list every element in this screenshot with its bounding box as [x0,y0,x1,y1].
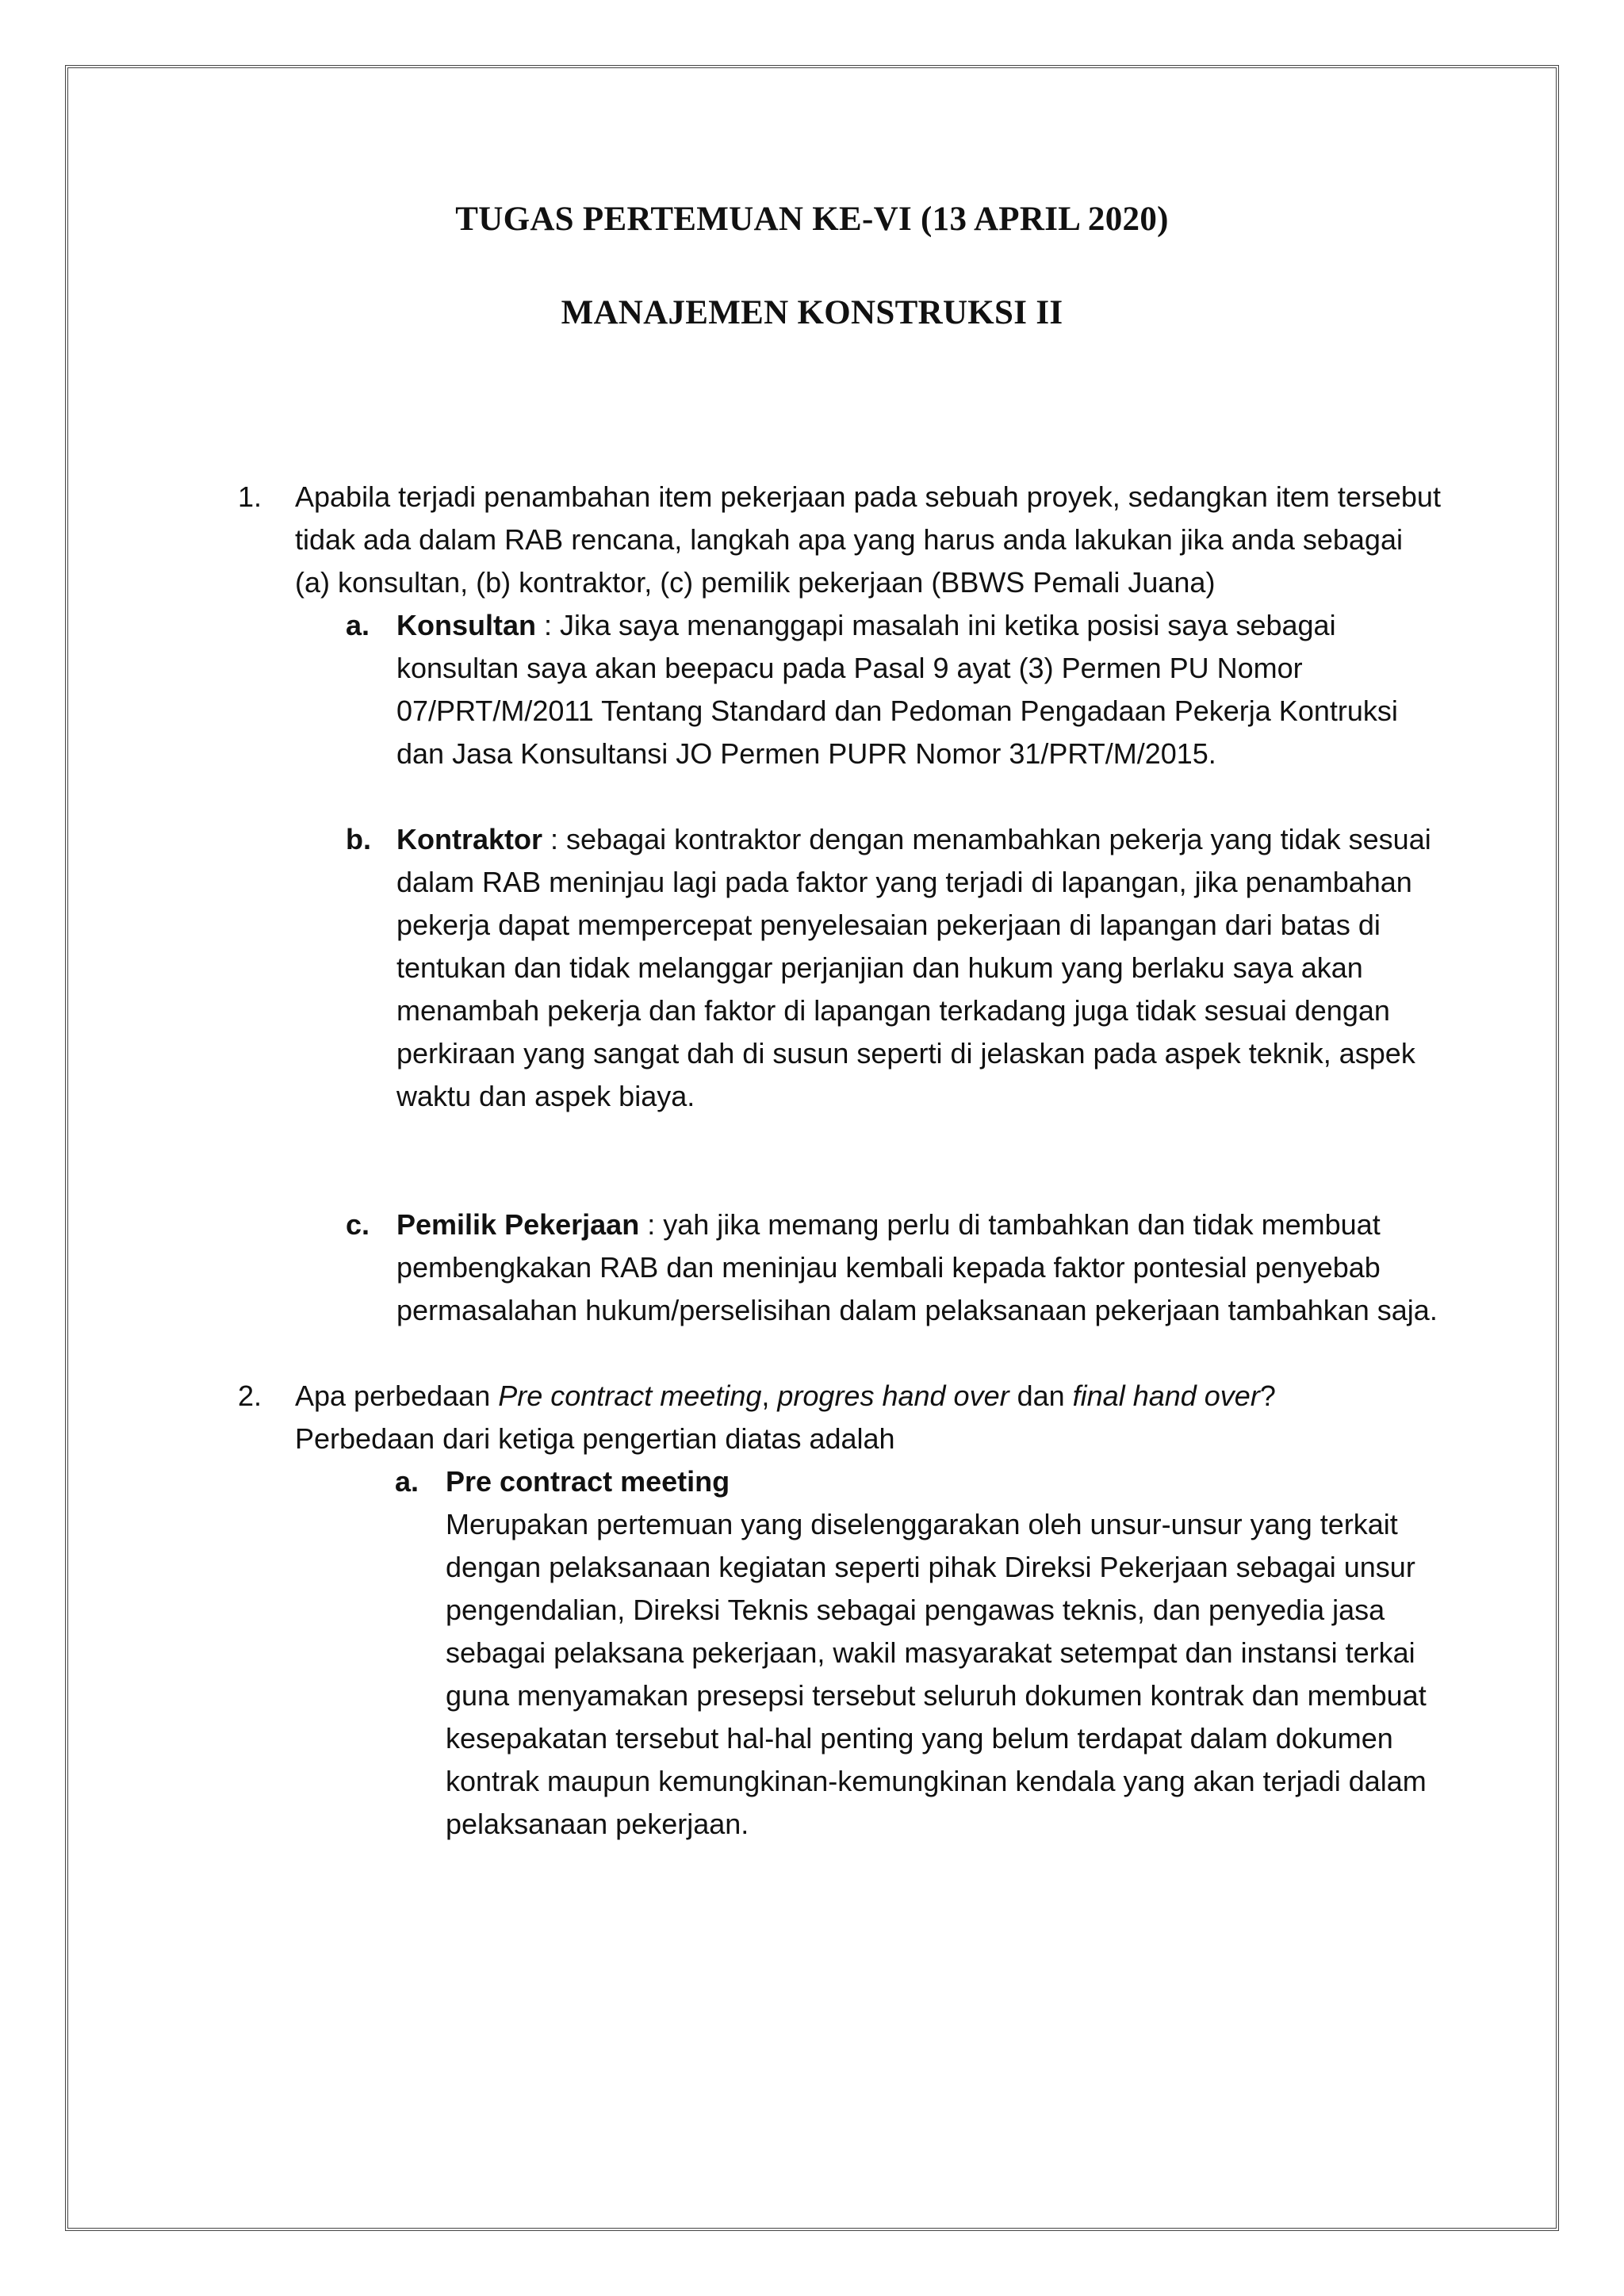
course-title: MANAJEMEN KONSTRUKSI II [561,294,1063,331]
answer-letter: a. [395,1465,419,1498]
answer-label: Kontraktor [396,823,543,855]
question-text [295,1375,1443,1460]
answer-label: Pemilik Pekerjaan [396,1208,640,1241]
answer-item-pre-contract-meeting [395,1460,1443,1846]
answer-body [396,818,1443,1118]
term-final-hand-over: final hand over [1072,1380,1260,1412]
answer-item-konsultan [346,604,1443,775]
answer-list-1 [346,604,1443,1332]
term-progres-hand-over: progres hand over [777,1380,1009,1412]
answer-body [396,604,1443,775]
question-text-part: dan [1009,1380,1073,1412]
term-pre-contract-meeting: Pre contract meeting [498,1380,762,1412]
question-text-part: Apa perbedaan [295,1380,499,1412]
answer-list-2 [395,1460,1443,1846]
answer-letter: b. [346,823,371,855]
answer-text: : yah jika memang perlu di tambahkan dan tidak membuat pembengkakan RAB dan meninjau kembali kepada faktor pontesial penyebab permasalahan hukum/perselisihan dalam pelaksanaan pekerjaan tambahkan saja. [396,1208,1438,1326]
answer-letter: c. [346,1208,370,1241]
document-title: TUGAS PERTEMUAN KE-VI (13 APRIL 2020) [455,201,1169,238]
answer-item-kontraktor [346,818,1443,1118]
answer-body [446,1460,1443,1846]
question-text-part: , [761,1380,778,1412]
document-body [238,476,1443,1846]
question-text: Apabila terjadi penambahan item pekerjaan pada sebuah proyek, sedangkan item tersebut tidak ada dalam RAB rencana, langkah apa yang harus anda lakukan jika anda sebagai (a) konsultan, (b) kontraktor, (c) pemilik pekerjaan (BBWS Pemali Juana) [295,480,1441,599]
answer-text: : Jika saya menanggapi masalah ini ketika posisi saya sebagai konsultan saya akan beepacu pada Pasal 9 ayat (3) Permen PU Nomor 07/PRT/M/2011 Tentang Standard dan Pedoman Pengadaan Pekerja Kontruksi dan Jasa Konsultansi JO Permen PUPR Nomor 31/PRT/M/2015. [396,609,1398,770]
answer-body [396,1203,1443,1332]
answer-letter: a. [346,609,370,641]
answer-text: : sebagai kontraktor dengan menambahkan pekerja yang tidak sesuai dalam RAB meninjau lagi pada faktor yang terjadi di lapangan, jika penambahan pekerja dapat mempercepat penyelesaian pekerjaan di lapangan dari batas di tentukan dan tidak melanggar perjanjian dan hukum yang berlaku saya akan menambah pekerja dan faktor di lapangan terkadang juga tidak sesuai dengan perkiraan yang sangat dah di susun seperti di jelaskan pada aspek teknik, aspek waktu dan aspek biaya. [396,823,1431,1112]
question-number: 1. [238,480,262,513]
answer-item-pemilik-pekerjaan [346,1203,1443,1332]
answer-label: Konsultan [396,609,536,641]
question-text-part: ? [1259,1380,1276,1412]
question-intro: Perbedaan dari ketiga pengertian diatas adalah [295,1422,895,1455]
question-number: 2. [238,1380,262,1412]
answer-text: Merupakan pertemuan yang diselenggarakan oleh unsur-unsur yang terkait dengan pelaksanaan kegiatan seperti pihak Direksi Pekerjaan sebagai unsur pengendalian, Direksi Teknis sebagai pengawas teknis, dan penyedia jasa sebagai pelaksana pekerjaan, wakil masyarakat setempat dan instansi terkai guna menyamakan presepsi tersebut seluruh dokumen kontrak dan membuat kesepakatan tersebut hal-hal penting yang belum terdapat dalam dokumen kontrak maupun kemungkinan-kemungkinan kendala yang akan terjadi dalam pelaksanaan pekerjaan. [446,1508,1427,1840]
question-2 [238,1375,1443,1460]
answer-label: Pre contract meeting [446,1465,730,1498]
question-1 [238,476,1443,604]
